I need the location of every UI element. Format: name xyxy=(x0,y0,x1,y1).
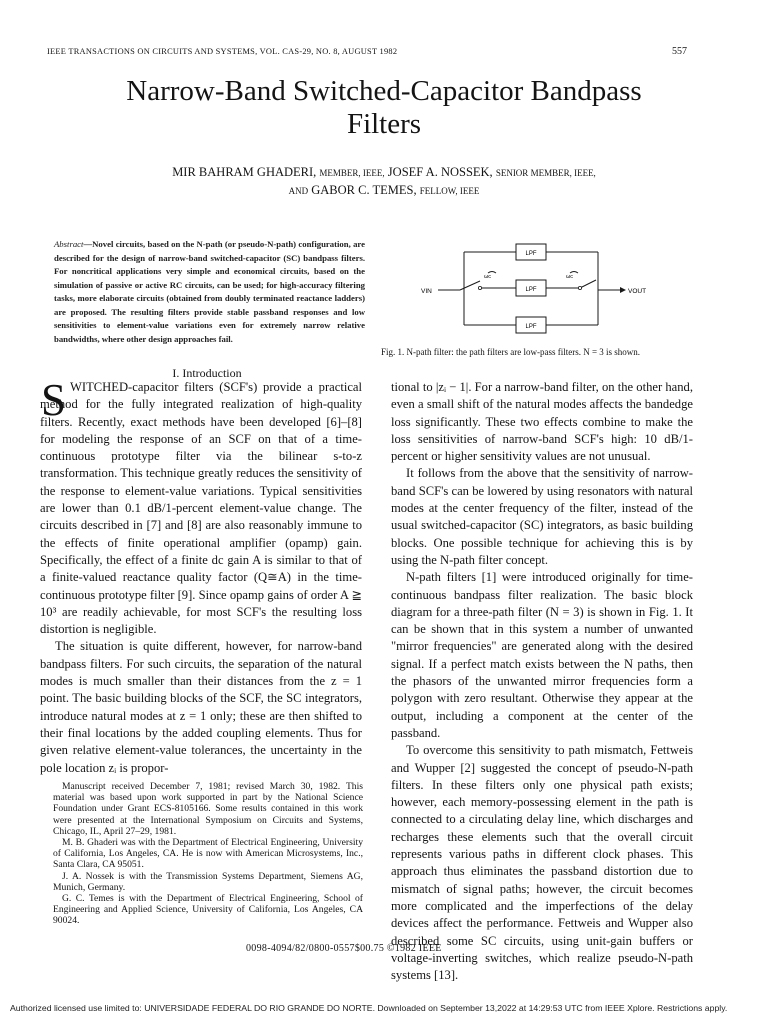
footnote-author-2: J. A. Nossek is with the Transmission Systems Department, Siemens AG, Munich, Germany. xyxy=(53,870,363,893)
right-paragraph-4: To overcome this sensitivity to path mismatch, Fettweis and Wupper [2] suggested the concept of pseudo-N-path filters. In these filters only one physical path exists; however, each memory-possessing element in the path is connected to a circulating delay line, which discharges and recharges these elements such that the overall circuit represents various paths in different clock phases. This approach thus eliminates the passband distortion due to mismatch of signal paths; however, the circuit becomes more complicated and the imperfections of the delay devices affect the performance. Fettweis and Wupper also described some SC circuits, using unit-gain buffers or voltage-inverting switches, which realize pseudo-N-path systems [13]. xyxy=(391,743,693,983)
license-notice: Authorized licensed use limited to: UNIVERSIDADE FEDERAL DO RIO GRANDE DO NORTE. Downloaded on September 13,2022 at 14:29:53 UTC from IEEE Xplore. Restrictions apply. xyxy=(10,1003,728,1013)
vout-label: VOUT xyxy=(628,288,647,295)
authors-and: AND xyxy=(288,186,309,196)
author-1-name: MIR BAHRAM GHADERI, xyxy=(172,165,317,179)
right-column xyxy=(391,379,693,984)
right-paragraph-1: tional to |zᵢ − 1|. For a narrow-band filter, on the other hand, even a small shift of the natural modes affects the bandedge loss significantly. These two effects combine to make the loss sensitivities of narrow-band SCF's high: 10 dB/1-percent or higher sensitivity values are not unusual. xyxy=(391,380,693,464)
drop-cap: S xyxy=(41,375,67,425)
author-2-name: JOSEF A. NOSSEK, xyxy=(387,165,493,179)
authors-line-1 xyxy=(60,164,708,182)
right-paragraph-3: N-path filters [1] were introduced originally for time-continuous bandpass filter realization. The basic block diagram for a three-path filter (N = 3) is shown in Fig. 1. It can be shown that in this system a number of unwanted "mirror frequencies" are generated along with the desired signal. If a perfect match exists between the N paths, then the phasors of the unwanted mirror frequencies form a polygon with zero resultant. Otherwise they appear at the output, including a component at the center of the passband. xyxy=(391,570,693,740)
lpf-label-3: LPF xyxy=(525,324,537,330)
running-head: IEEE TRANSACTIONS ON CIRCUITS AND SYSTEMS, VOL. CAS-29, NO. 8, AUGUST 1982 xyxy=(47,47,398,56)
left-column xyxy=(40,375,362,777)
authors-line-2 xyxy=(60,182,708,200)
lpf-label-1: LPF xyxy=(525,251,537,257)
author-3-name: GABOR C. TEMES, xyxy=(311,183,417,197)
title-line-1: Narrow-Band Switched-Capacitor Bandpass xyxy=(126,75,642,107)
vin-label: VIN xyxy=(421,288,432,295)
figure-1-diagram xyxy=(420,240,660,338)
clock-label-in: ωc xyxy=(484,274,492,280)
intro-paragraph-2: The situation is quite different, however, for narrow-band bandpass filters. For such circuits, the separation of the natural modes is much smaller than their distances from the z = 1 point. The basic building blocks of the SCF, the SC integrators, introduce natural modes at z = 1 only; these are then shifted to their final locations by the added coupling elements. Thus for given relative element-value tolerances, the uncertainty in the pole location zᵢ is propor- xyxy=(40,639,362,775)
clock-label-out: ωc xyxy=(566,274,574,280)
footnote xyxy=(53,781,363,927)
paper-title xyxy=(40,75,728,141)
title-line-2: Filters xyxy=(346,108,422,140)
abstract-label: Abstract xyxy=(54,239,84,249)
section-heading: I. Introduction xyxy=(172,366,242,380)
right-paragraph-2: It follows from the above that the sensitivity of narrow-band SCF's can be lowered by using resonators with natural modes at the center frequency of the filter, instead of the usual switched-capacitor (SC) integrators, as basic building blocks. One possible technique for achieving this is by using the N-path filter concept. xyxy=(391,466,693,567)
figure-1-caption: Fig. 1. N-path filter: the path filters are low-pass filters. N = 3 is shown. xyxy=(381,347,641,357)
footnote-manuscript: Manuscript received December 7, 1981; revised March 30, 1982. This material was based upon work supported in part by the National Science Foundation under Grant ECS-8105166. Some results contained in this work were presented at the International Symposium on Circuits and Systems, Chicago, IL, April 27–29, 1981. xyxy=(53,781,363,837)
footnote-author-3: G. C. Temes is with the Department of Electrical Engineering, School of Engineering and Applied Science, University of California, Los Angeles, CA 90024. xyxy=(53,893,363,927)
authors xyxy=(60,164,708,200)
page-number: 557 xyxy=(672,46,687,57)
footnote-author-1: M. B. Ghaderi was with the Department of Electrical Engineering, University of California, Los Angeles, CA. He is now with American Microsystems, Inc., Santa Clara, CA 95051. xyxy=(53,837,363,871)
intro-paragraph-1: WITCHED-capacitor filters (SCF's) provide a practical method for the fully integrated realization of high-quality filters. Recently, exact methods have been developed [6]–[8] for modeling the response of an SCF on that of a time-continuous prototype filter via the bilinear s-to-z transformation. This technique greatly reduces the sensitivity of the response to element-value variations. Typical sensitivities are lower than 0.1 dB/1-percent element-value change. The circuits described in [7] and [8] are also reasonably immune to the effects of finite operational amplifier (opamp) gain. Specifically, the effect of a finite dc gain A is similar to that of a finite-valued reactance quality factor (Q≅A) in the time-continuous prototype filter [9]. Since opamp gains of order A ≧ 10³ are readily achievable, for most SCF's the resulting loss distortion is negligible. xyxy=(40,380,362,637)
author-3-title: FELLOW, IEEE xyxy=(419,186,480,196)
author-2-title: SENIOR MEMBER, IEEE, xyxy=(495,168,596,178)
copyright: 0098-4094/82/0800-0557$00.75 ©1982 IEEE xyxy=(246,943,442,954)
author-1-title: MEMBER, IEEE, xyxy=(319,168,385,178)
lpf-label-2: LPF xyxy=(525,287,537,293)
abstract xyxy=(54,238,365,346)
abstract-text: —Novel circuits, based on the N-path (or pseudo-N-path) configuration, are described for the design of narrow-band switched-capacitor (SC) bandpass filters. For noncritical applications very simple and economical circuits, based on the simulation of passive or active RC circuits, can be used; for high-accuracy filtering tasks, more elaborate circuits (obtained from doubly terminated reactance ladders) are proposed. The resulting filters provide stable passband responses and low sensitivities to element-value variations even for extremely narrow relative bandwidths, where other design approaches fail. xyxy=(54,239,365,344)
